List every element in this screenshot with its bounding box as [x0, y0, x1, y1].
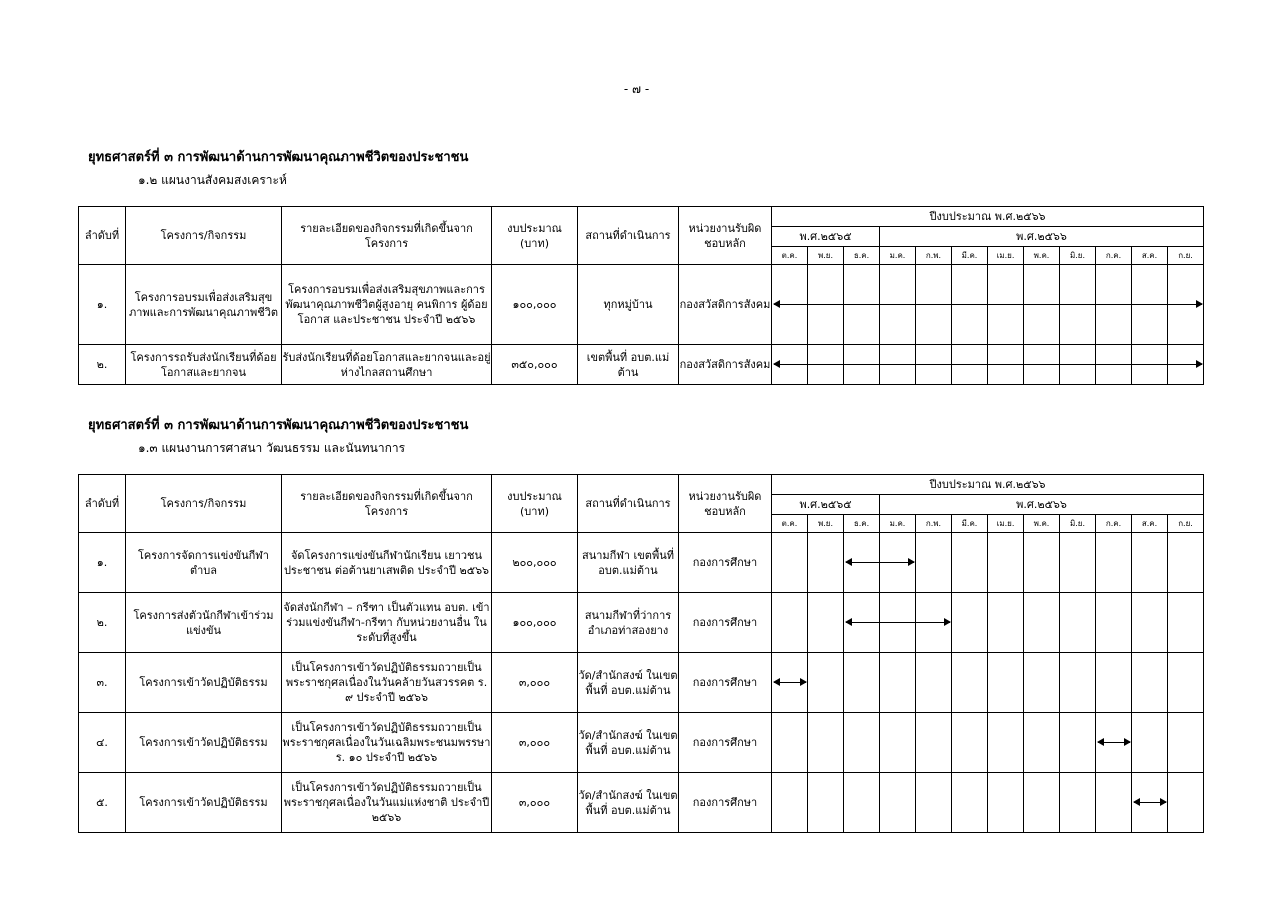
month-cell [952, 713, 988, 773]
month-cell [772, 345, 808, 385]
month-cell [808, 773, 844, 833]
month-cell [1096, 265, 1132, 345]
header-month: พ.ย. [808, 515, 844, 533]
header-month: ส.ค. [1132, 247, 1168, 265]
month-cell [880, 653, 916, 713]
month-cell [988, 533, 1024, 593]
arrow-head-right [800, 678, 807, 686]
arrow-head-left [845, 618, 852, 626]
timeline-arrow [1134, 802, 1166, 803]
header-year-curr: พ.ศ.๒๕๖๖ [880, 227, 1204, 247]
month-cell [1168, 265, 1204, 345]
timeline-arrow [1098, 742, 1130, 743]
header-month: ก.ค. [1096, 247, 1132, 265]
month-cell [880, 593, 916, 653]
cell-location: วัด/สำนักสงฆ์ ในเขตพื้นที่ อบต.แม่ต้าน [578, 773, 679, 833]
month-cell [808, 345, 844, 385]
cell-seq: ๓. [79, 653, 126, 713]
section-1-title: ยุทธศาสตร์ที่ ๓ การพัฒนาด้านการพัฒนาคุณภาพชีวิตของประชาชน [88, 150, 469, 165]
month-cell [808, 265, 844, 345]
cell-agency: กองการศึกษา [679, 653, 772, 713]
month-cell [988, 345, 1024, 385]
header-month: เม.ย. [988, 247, 1024, 265]
cell-detail: รับส่งนักเรียนที่ด้อยโอกาสและยากจนและอยู่ห่างไกลสถานศึกษา [282, 345, 492, 385]
month-cell [1060, 773, 1096, 833]
month-cell [772, 533, 808, 593]
cell-location: วัด/สำนักสงฆ์ ในเขตพื้นที่ อบต.แม่ต้าน [578, 713, 679, 773]
cell-project: โครงการรถรับส่งนักเรียนที่ด้อยโอกาสและยากจน [126, 345, 282, 385]
header-fiscal-year: ปีงบประมาณ พ.ศ.๒๕๖๖ [772, 207, 1204, 227]
cell-detail: จัดส่งนักกีฬา – กรีฑา เป็นตัวแทน อบต. เข้าร่วมแข่งขันกีฬา-กรีฑา กับหน่วยงานอื่น ในระดับที่สูงขึ้น [282, 593, 492, 653]
header-month: ธ.ค. [844, 247, 880, 265]
month-cell [1060, 345, 1096, 385]
month-cell [772, 653, 808, 713]
month-cell [808, 713, 844, 773]
month-cell [1168, 533, 1204, 593]
table-row [79, 773, 1204, 833]
header-detail: รายละเอียดของกิจกรรมที่เกิดขึ้นจากโครงการ [282, 475, 492, 533]
month-cell [1096, 593, 1132, 653]
header-month: พ.ค. [1024, 515, 1060, 533]
month-cell [916, 773, 952, 833]
header-project: โครงการ/กิจกรรม [126, 207, 282, 265]
arrow-head-left [773, 300, 780, 308]
header-month: พ.ย. [808, 247, 844, 265]
month-cell [1132, 265, 1168, 345]
month-cell [808, 653, 844, 713]
header-month: ก.ค. [1096, 515, 1132, 533]
month-cell [844, 593, 880, 653]
header-budget: งบประมาณ (บาท) [492, 207, 578, 265]
cell-budget: ๒๐๐,๐๐๐ [492, 533, 578, 593]
header-month: ธ.ค. [844, 515, 880, 533]
arrow-head-left [773, 678, 780, 686]
month-cell [1024, 345, 1060, 385]
month-cell [988, 653, 1024, 713]
header-agency: หน่วยงานรับผิดชอบหลัก [679, 475, 772, 533]
month-cell [1096, 713, 1132, 773]
cell-project: โครงการจัดการแข่งขันกีฬาตำบล [126, 533, 282, 593]
cell-project: โครงการส่งตัวนักกีฬาเข้าร่วมแข่งขัน [126, 593, 282, 653]
month-cell [1168, 653, 1204, 713]
month-cell [844, 345, 880, 385]
cell-agency: กองสวัสดิการสังคม [679, 265, 772, 345]
month-cell [1132, 773, 1168, 833]
cell-seq: ๒. [79, 345, 126, 385]
month-cell [1060, 653, 1096, 713]
header-fiscal-year: ปีงบประมาณ พ.ศ.๒๕๖๖ [772, 475, 1204, 495]
month-cell [916, 345, 952, 385]
header-year-prev: พ.ศ.๒๕๖๕ [772, 227, 880, 247]
month-cell [1024, 265, 1060, 345]
month-cell [1060, 713, 1096, 773]
arrow-head-left [1097, 738, 1104, 746]
month-cell [880, 533, 916, 593]
cell-seq: ๑. [79, 533, 126, 593]
cell-agency: กองการศึกษา [679, 713, 772, 773]
cell-seq: ๒. [79, 593, 126, 653]
header-detail: รายละเอียดของกิจกรรมที่เกิดขึ้นจากโครงการ [282, 207, 492, 265]
month-cell [1096, 773, 1132, 833]
header-month: มิ.ย. [1060, 515, 1096, 533]
header-month: ม.ค. [880, 247, 916, 265]
month-cell [880, 265, 916, 345]
month-cell [844, 533, 880, 593]
header-month: ม.ค. [880, 515, 916, 533]
month-cell [1024, 713, 1060, 773]
month-cell [1096, 533, 1132, 593]
header-seq: ลำดับที่ [79, 207, 126, 265]
header-month: ก.พ. [916, 515, 952, 533]
table-row [79, 713, 1204, 773]
month-cell [952, 265, 988, 345]
page-number: - ๗ - [623, 82, 650, 96]
arrow-head-right [1124, 738, 1131, 746]
plan-table-social-welfare [78, 206, 1204, 385]
plan-table-religion-culture [78, 474, 1204, 833]
cell-project: โครงการอบรมเพื่อส่งเสริมสุขภาพและการพัฒนาคุณภาพชีวิต [126, 265, 282, 345]
header-month: เม.ย. [988, 515, 1024, 533]
header-year-prev: พ.ศ.๒๕๖๕ [772, 495, 880, 515]
cell-budget: ๓๕๐,๐๐๐ [492, 345, 578, 385]
header-location: สถานที่ดำเนินการ [578, 475, 679, 533]
header-month: ก.ย. [1168, 515, 1204, 533]
header-month: ก.พ. [916, 247, 952, 265]
section-2-subtitle: ๑.๓ แผนงานการศาสนา วัฒนธรรม และนันทนาการ [138, 441, 406, 455]
cell-detail: จัดโครงการแข่งขันกีฬานักเรียน เยาวชน ประชาชน ต่อต้านยาเสพติด ประจำปี ๒๕๖๖ [282, 533, 492, 593]
table-row [79, 265, 1204, 345]
month-cell [1060, 593, 1096, 653]
month-cell [988, 773, 1024, 833]
cell-budget: ๓,๐๐๐ [492, 713, 578, 773]
header-budget: งบประมาณ (บาท) [492, 475, 578, 533]
cell-budget: ๑๐๐,๐๐๐ [492, 593, 578, 653]
table-row [79, 533, 1204, 593]
table-row [79, 593, 1204, 653]
month-cell [844, 653, 880, 713]
month-cell [952, 773, 988, 833]
month-cell [952, 593, 988, 653]
month-cell [988, 593, 1024, 653]
month-cell [880, 713, 916, 773]
cell-detail: เป็นโครงการเข้าวัดปฏิบัติธรรมถวายเป็นพระราชกุศลเนื่องในวันแม่แห่งชาติ ประจำปี ๒๕๖๖ [282, 773, 492, 833]
cell-agency: กองสวัสดิการสังคม [679, 345, 772, 385]
cell-location: สนามกีฬาที่ว่าการอำเภอท่าสองยาง [578, 593, 679, 653]
cell-detail: เป็นโครงการเข้าวัดปฏิบัติธรรมถวายเป็นพระราชกุศลเนื่องในวันเฉลิมพระชนมพรรษา ร. ๑๐ ประจำปี ๒๕๖๖ [282, 713, 492, 773]
month-cell [880, 345, 916, 385]
header-month: ต.ค. [772, 247, 808, 265]
cell-budget: ๓,๐๐๐ [492, 773, 578, 833]
cell-location: วัด/สำนักสงฆ์ ในเขตพื้นที่ อบต.แม่ต้าน [578, 653, 679, 713]
month-cell [844, 265, 880, 345]
table-row [79, 345, 1204, 385]
month-cell [772, 713, 808, 773]
month-cell [1060, 265, 1096, 345]
month-cell [1024, 653, 1060, 713]
month-cell [1168, 773, 1204, 833]
cell-seq: ๔. [79, 713, 126, 773]
header-agency: หน่วยงานรับผิดชอบหลัก [679, 207, 772, 265]
cell-agency: กองการศึกษา [679, 773, 772, 833]
month-cell [772, 593, 808, 653]
cell-location: สนามกีฬา เขตพื้นที่ อบต.แม่ต้าน [578, 533, 679, 593]
arrow-head-left [773, 360, 780, 368]
header-year-curr: พ.ศ.๒๕๖๖ [880, 495, 1204, 515]
month-cell [916, 713, 952, 773]
month-cell [916, 533, 952, 593]
month-cell [844, 773, 880, 833]
header-month: มิ.ย. [1060, 247, 1096, 265]
header-month: พ.ค. [1024, 247, 1060, 265]
month-cell [772, 773, 808, 833]
header-project: โครงการ/กิจกรรม [126, 475, 282, 533]
month-cell [952, 533, 988, 593]
month-cell [1096, 653, 1132, 713]
month-cell [880, 773, 916, 833]
header-month: ส.ค. [1132, 515, 1168, 533]
timeline-arrow [774, 682, 806, 683]
cell-location: เขตพื้นที่ อบต.แม่ต้าน [578, 345, 679, 385]
month-cell [952, 653, 988, 713]
month-cell [1024, 533, 1060, 593]
cell-budget: ๓,๐๐๐ [492, 653, 578, 713]
cell-agency: กองการศึกษา [679, 533, 772, 593]
month-cell [772, 265, 808, 345]
cell-project: โครงการเข้าวัดปฏิบัติธรรม [126, 653, 282, 713]
arrow-head-left [845, 558, 852, 566]
cell-location: ทุกหมู่บ้าน [578, 265, 679, 345]
section-1-subtitle: ๑.๒ แผนงานสังคมสงเคราะห์ [138, 173, 287, 187]
cell-project: โครงการเข้าวัดปฏิบัติธรรม [126, 773, 282, 833]
cell-detail: โครงการอบรมเพื่อส่งเสริมสุขภาพและการพัฒนาคุณภาพชีวิตผู้สูงอายุ คนพิการ ผู้ด้อยโอกาส และประชาชน ประจำปี ๒๕๖๖ [282, 265, 492, 345]
month-cell [1132, 653, 1168, 713]
cell-agency: กองการศึกษา [679, 593, 772, 653]
month-cell [1132, 345, 1168, 385]
month-cell [916, 653, 952, 713]
section-2-title: ยุทธศาสตร์ที่ ๓ การพัฒนาด้านการพัฒนาคุณภาพชีวิตของประชาชน [88, 418, 469, 433]
month-cell [1096, 345, 1132, 385]
cell-seq: ๑. [79, 265, 126, 345]
month-cell [1060, 533, 1096, 593]
month-cell [1168, 345, 1204, 385]
month-cell [988, 265, 1024, 345]
header-location: สถานที่ดำเนินการ [578, 207, 679, 265]
cell-seq: ๕. [79, 773, 126, 833]
month-cell [952, 345, 988, 385]
month-cell [1132, 713, 1168, 773]
month-cell [1132, 533, 1168, 593]
month-cell [1168, 593, 1204, 653]
month-cell [808, 593, 844, 653]
month-cell [808, 533, 844, 593]
header-seq: ลำดับที่ [79, 475, 126, 533]
month-cell [988, 713, 1024, 773]
arrow-head-right [1160, 798, 1167, 806]
cell-project: โครงการเข้าวัดปฏิบัติธรรม [126, 713, 282, 773]
month-cell [916, 265, 952, 345]
arrow-head-left [1133, 798, 1140, 806]
month-cell [916, 593, 952, 653]
table-row [79, 653, 1204, 713]
header-month: ต.ค. [772, 515, 808, 533]
month-cell [844, 713, 880, 773]
cell-detail: เป็นโครงการเข้าวัดปฏิบัติธรรมถวายเป็นพระราชกุศลเนื่องในวันคล้ายวันสวรรคต ร. ๙ ประจำปี ๒๕๖๖ [282, 653, 492, 713]
month-cell [1168, 713, 1204, 773]
header-month: ก.ย. [1168, 247, 1204, 265]
cell-budget: ๑๐๐,๐๐๐ [492, 265, 578, 345]
month-cell [1024, 593, 1060, 653]
header-month: มี.ค. [952, 247, 988, 265]
month-cell [1132, 593, 1168, 653]
month-cell [1024, 773, 1060, 833]
header-month: มี.ค. [952, 515, 988, 533]
